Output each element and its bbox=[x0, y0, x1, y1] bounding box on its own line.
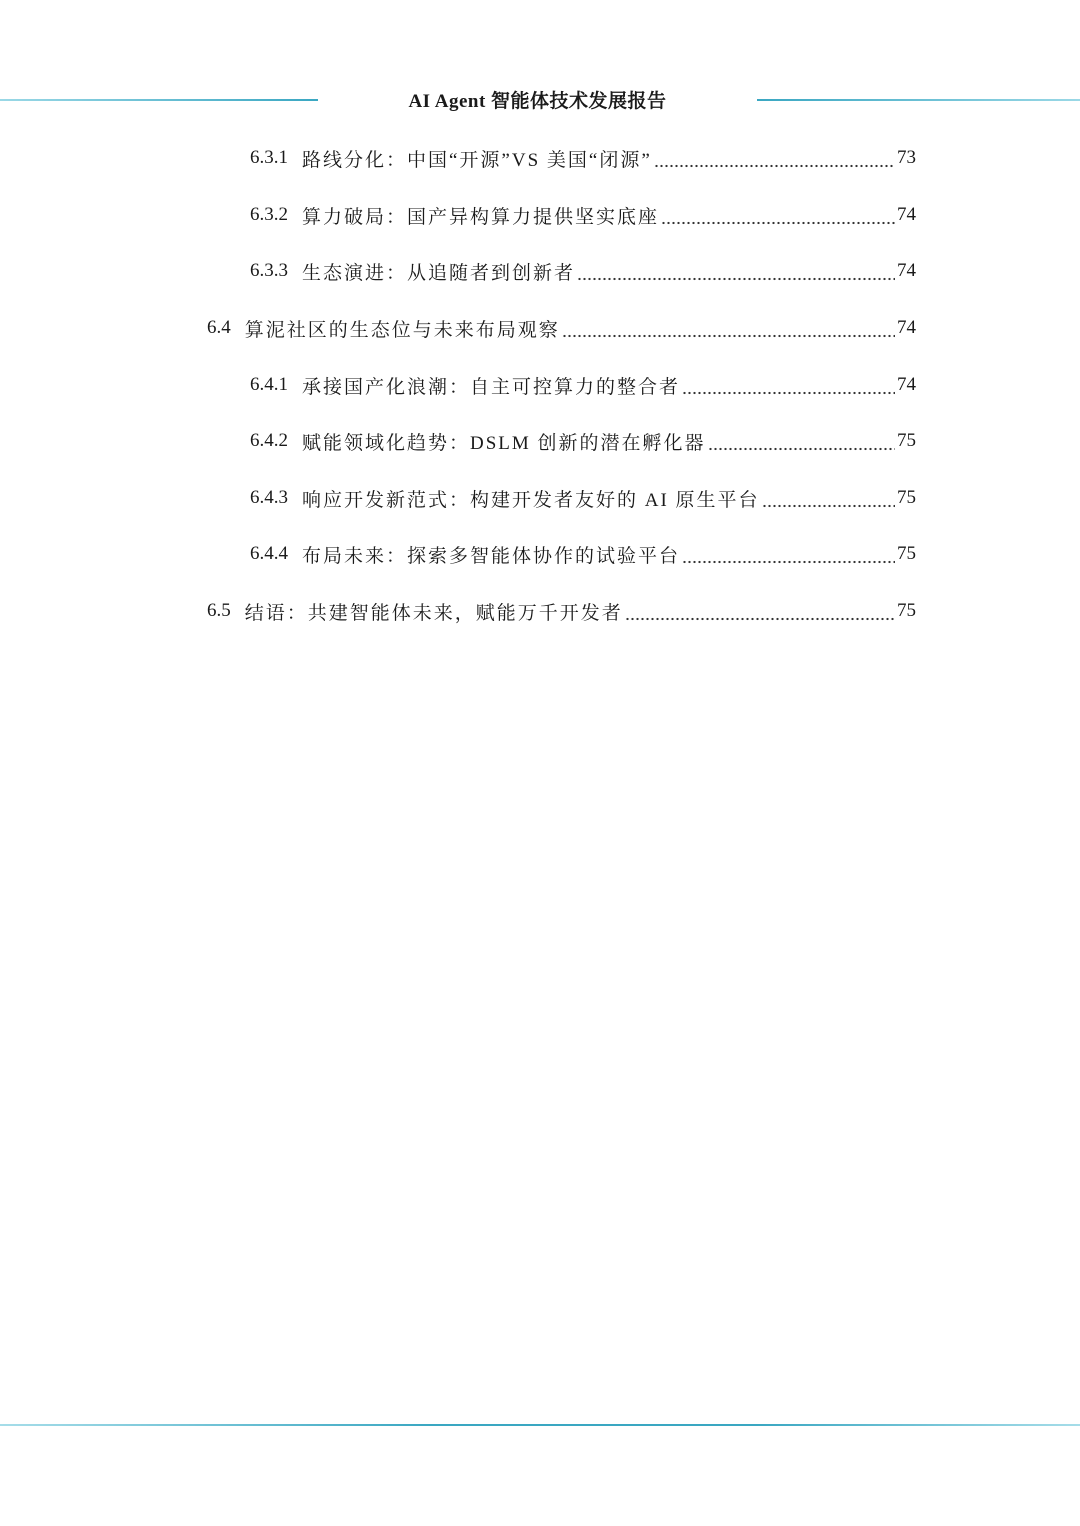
toc-dot-leader bbox=[562, 310, 895, 346]
toc-entry-number: 6.3.3 bbox=[250, 260, 288, 281]
toc-entry-page: 75 bbox=[897, 600, 916, 621]
toc-entry-title: 算力破局：国产异构算力提供坚实底座 bbox=[302, 206, 660, 228]
toc-entry-page: 75 bbox=[897, 487, 916, 508]
toc-entry-title: 结语：共建智能体未来，赋能万千开发者 bbox=[244, 602, 623, 624]
toc-entry-page: 75 bbox=[897, 430, 916, 451]
toc-entry-number: 6.3.2 bbox=[250, 204, 288, 225]
toc-entry-title: 赋能领域化趋势：DSLM 创新的潜在孵化器 bbox=[302, 432, 706, 454]
toc-entry-6-3-2[interactable] bbox=[250, 197, 916, 233]
toc-entry-title: 生态演进：从追随者到创新者 bbox=[302, 262, 576, 284]
toc-entry-title: 算泥社区的生态位与未来布局观察 bbox=[244, 319, 560, 341]
toc-entry-title: 路线分化：中国“开源”VS 美国“闭源” bbox=[302, 149, 652, 171]
toc-dot-leader bbox=[625, 593, 895, 629]
toc-entry-6-4-2[interactable] bbox=[250, 423, 916, 459]
toc-dot-leader bbox=[762, 480, 895, 516]
toc-dot-leader bbox=[661, 197, 895, 233]
toc-entry-number: 6.4.3 bbox=[250, 487, 288, 508]
toc-entry-number: 6.4.1 bbox=[250, 374, 288, 395]
toc-entry-number: 6.4.4 bbox=[250, 543, 288, 564]
toc-entry-page: 73 bbox=[897, 147, 916, 168]
toc-entry-number: 6.3.1 bbox=[250, 147, 288, 168]
toc-dot-leader bbox=[682, 367, 895, 403]
toc-entry-title: 承接国产化浪潮：自主可控算力的整合者 bbox=[302, 376, 681, 398]
toc-entry-6-3-3[interactable] bbox=[250, 253, 916, 289]
toc-entry-6-4-1[interactable] bbox=[250, 367, 916, 403]
toc-dot-leader bbox=[654, 140, 895, 176]
toc-entry-title: 布局未来：探索多智能体协作的试验平台 bbox=[302, 545, 681, 567]
toc-entry-number: 6.5 bbox=[207, 600, 231, 621]
toc-dot-leader bbox=[708, 423, 895, 459]
header-rule-right bbox=[757, 99, 1080, 101]
toc-entry-page: 74 bbox=[897, 374, 916, 395]
toc-entry-page: 74 bbox=[897, 204, 916, 225]
toc-dot-leader bbox=[577, 253, 895, 289]
toc-entry-title: 响应开发新范式：构建开发者友好的 AI 原生平台 bbox=[302, 489, 760, 511]
toc-dot-leader bbox=[682, 536, 895, 572]
toc-entry-6-4[interactable] bbox=[207, 310, 916, 346]
toc-entry-6-3-1[interactable] bbox=[250, 140, 916, 176]
toc-entry-number: 6.4.2 bbox=[250, 430, 288, 451]
toc-entry-number: 6.4 bbox=[207, 317, 231, 338]
toc-entry-6-4-4[interactable] bbox=[250, 536, 916, 572]
toc-entry-6-5[interactable] bbox=[207, 593, 916, 629]
toc-entry-6-4-3[interactable] bbox=[250, 480, 916, 516]
page-header-title: AI Agent 智能体技术发展报告 bbox=[408, 91, 667, 112]
toc-entry-page: 74 bbox=[897, 317, 916, 338]
footer-rule bbox=[0, 1424, 1080, 1426]
header-rule-left bbox=[0, 99, 318, 101]
toc-entry-page: 75 bbox=[897, 543, 916, 564]
toc-entry-page: 74 bbox=[897, 260, 916, 281]
